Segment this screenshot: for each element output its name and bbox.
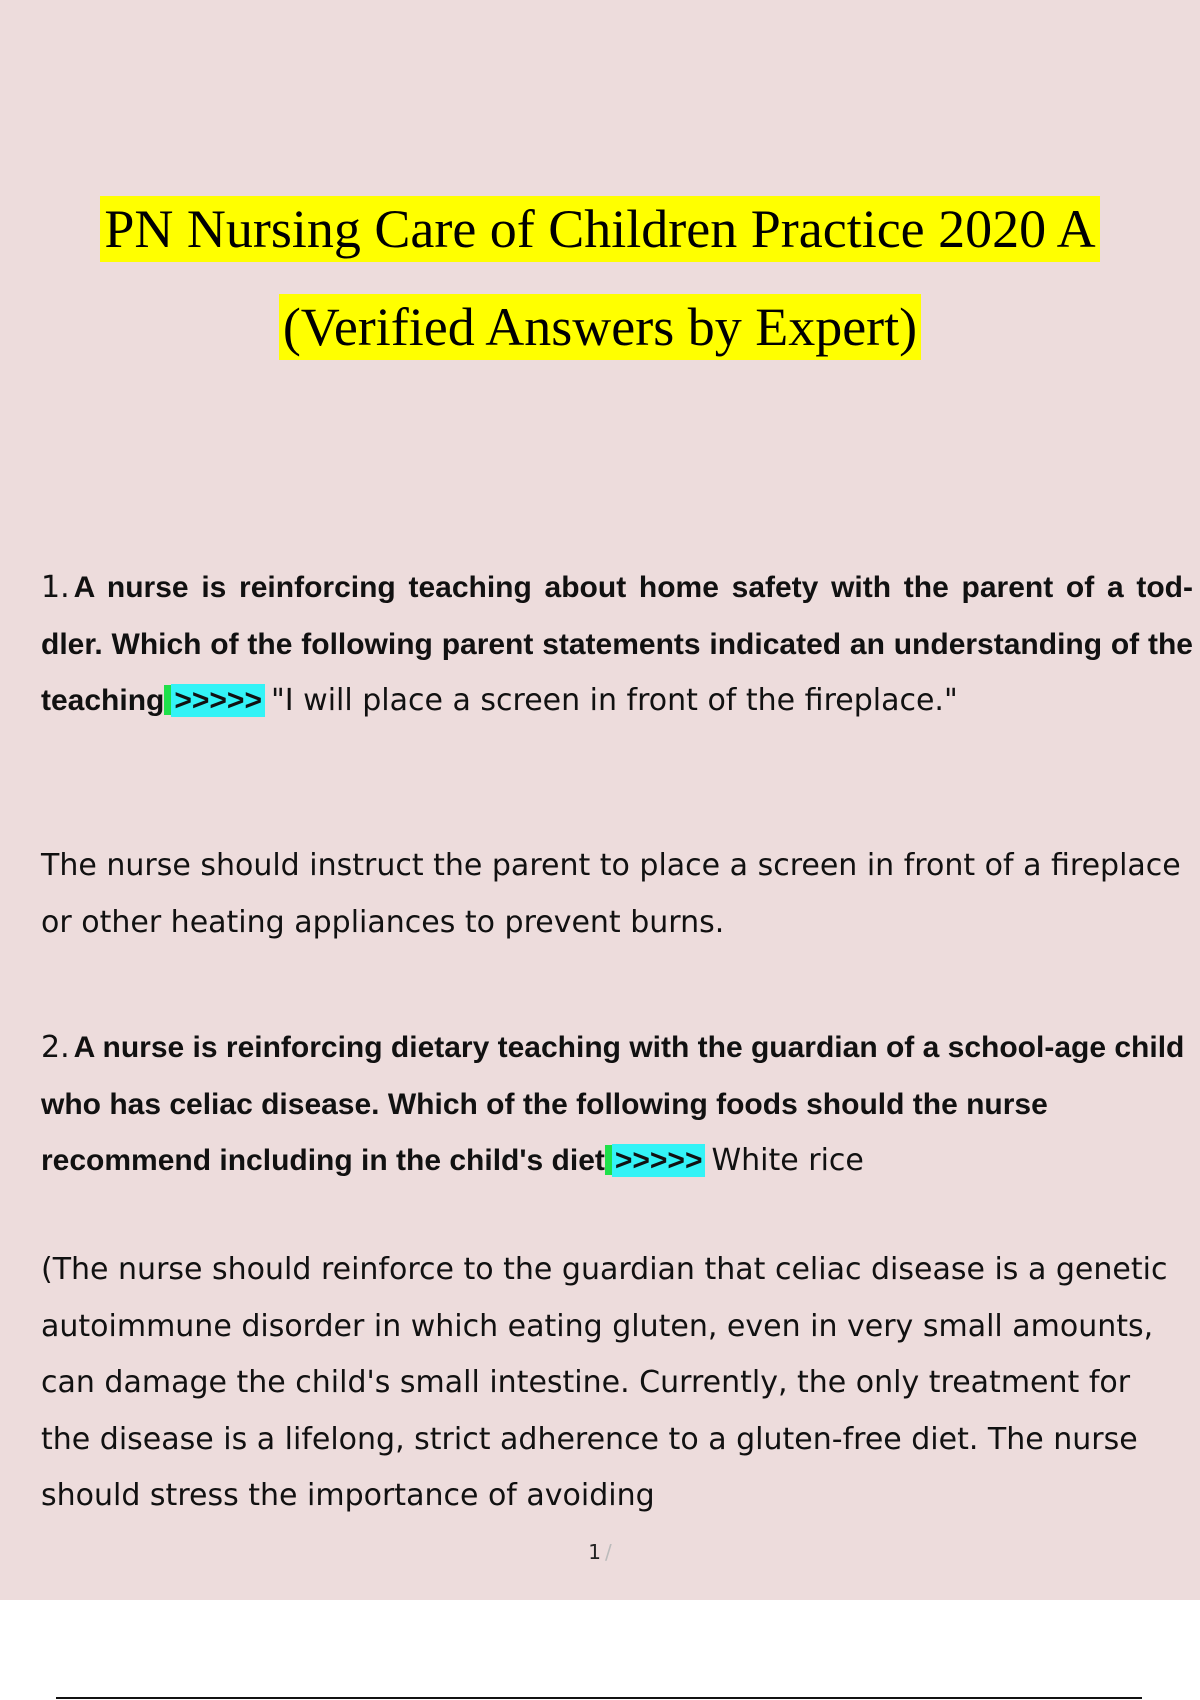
title-line-1: PN Nursing Care of Children Practice 2020 A xyxy=(100,196,1099,262)
question-number: 1. xyxy=(41,570,70,605)
page-number xyxy=(0,1540,1200,1564)
question-text: A nurse is reinforcing dietary teaching with the guardian of a school-age child who has celiac disease. Which of the following foods should the nurse recommend including in the child's diet xyxy=(41,1031,1185,1177)
explanation-1: The nurse should instruct the parent to place a screen in front of a fireplace or other heating appliances to prevent burns. xyxy=(41,848,1181,940)
answer-arrow: >>>>> xyxy=(612,1144,706,1177)
question-number: 2. xyxy=(41,1030,70,1065)
page-number-separator: / xyxy=(604,1540,612,1564)
explanation-2: (The nurse should reinforce to the guardian that celiac disease is a genetic autoimmune disorder in which eating gluten, even in very small amounts, can damage the child's small intestine. Currently, the only treatment for the disease is a lifelong, strict adherence to a gluten-free diet. The nurse should stress the importance of avoiding xyxy=(41,1252,1168,1513)
question-2 xyxy=(41,1020,1193,1190)
document-title xyxy=(0,180,1200,376)
answer-text: "I will place a screen in front of the fireplace." xyxy=(270,683,958,718)
answer-text: White rice xyxy=(711,1143,864,1178)
question-1 xyxy=(41,560,1193,730)
title-line-2: (Verified Answers by Expert) xyxy=(279,294,921,360)
page-number-value: 1 xyxy=(588,1540,601,1564)
question-text: A nurse is reinforcing teaching about home safety with the parent of a tod- dler. Which of the following parent statements indicated an understanding of the teaching xyxy=(41,571,1193,717)
answer-arrow: >>>>> xyxy=(171,684,265,717)
page-divider xyxy=(56,1697,1142,1699)
answer-marker xyxy=(605,1145,612,1175)
